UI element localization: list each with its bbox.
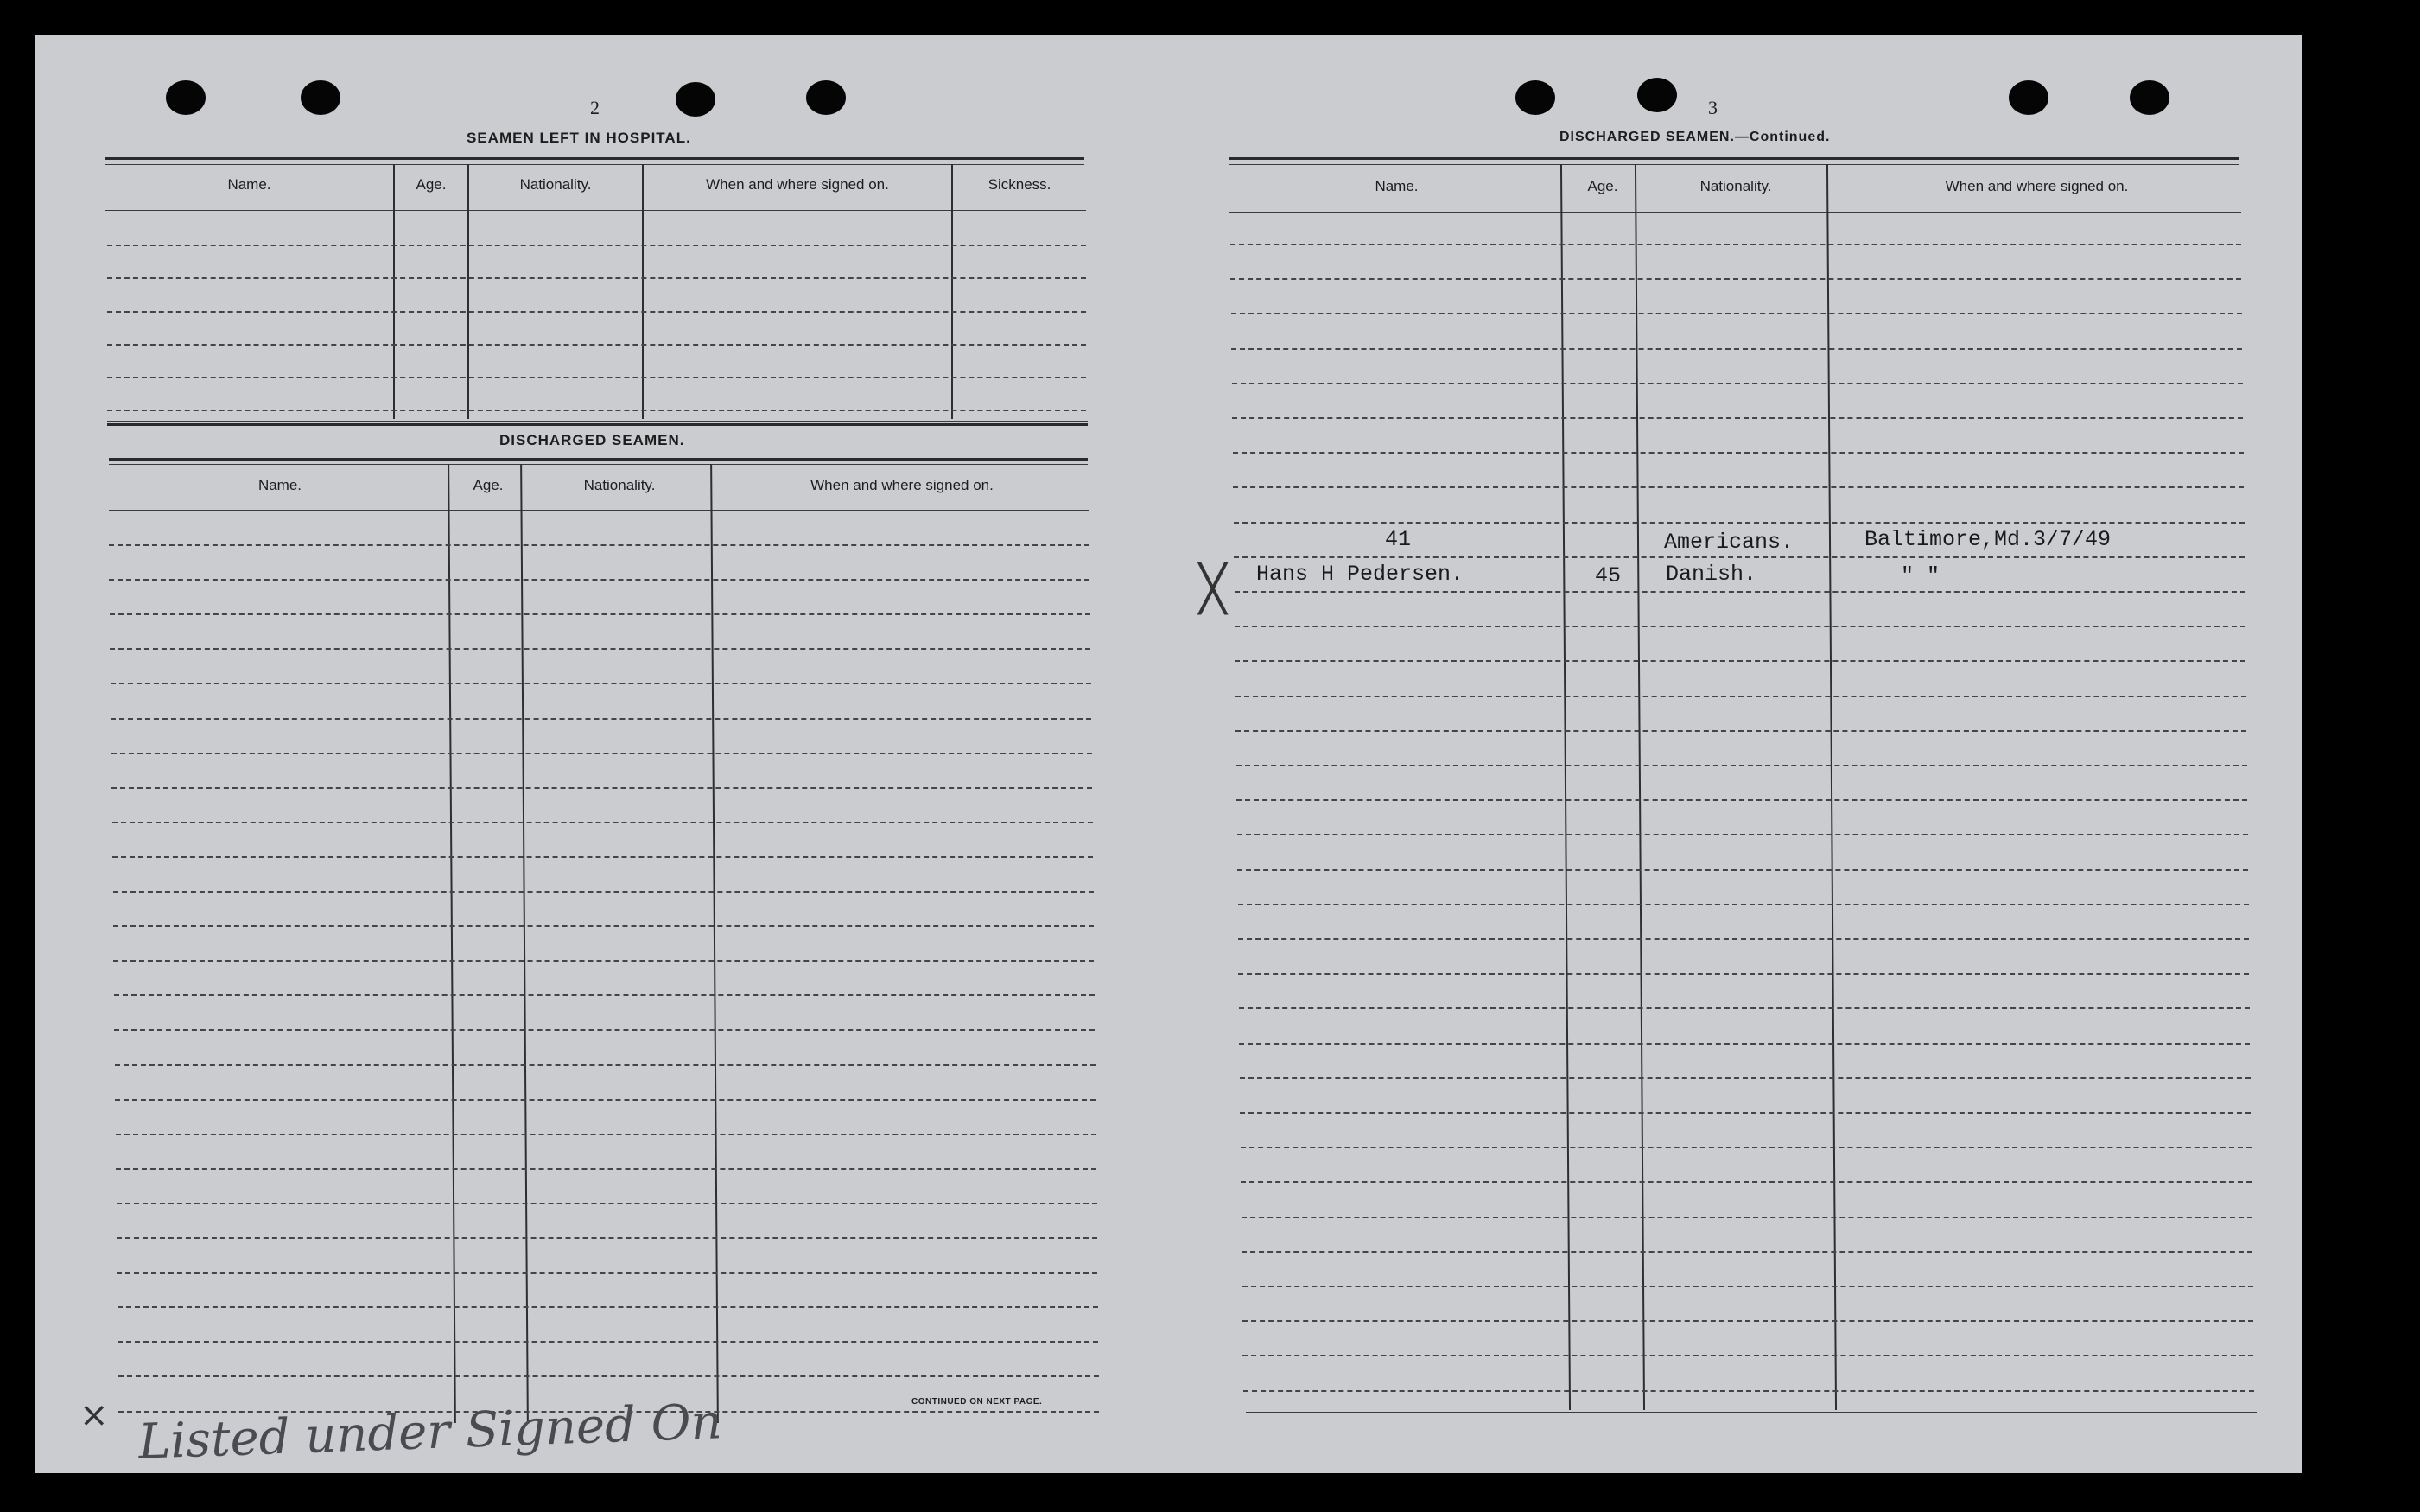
ruled-line: [112, 822, 1093, 823]
ruled-line: [1234, 556, 2245, 558]
ruled-line: [1234, 522, 2245, 524]
ruled-line: [1240, 1077, 2251, 1079]
ruled-line: [114, 994, 1095, 996]
note-x-mark: ×: [79, 1395, 109, 1435]
ruled-line: [1230, 244, 2241, 245]
manifest-sheet: [35, 35, 2302, 1473]
ruled-line: [110, 648, 1090, 650]
entry-2-check-mark: ╳: [1199, 563, 1227, 615]
ruled-line: [1242, 1320, 2253, 1322]
discharged-section-title: DISCHARGED SEAMEN.: [499, 432, 685, 448]
punch-hole: [301, 80, 340, 115]
ruled-line: [1243, 1390, 2254, 1392]
ruled-line: [1242, 1286, 2253, 1287]
ruled-line: [1232, 383, 2243, 384]
entry-2-nationality: Danish.: [1666, 562, 1757, 587]
ruled-line: [1241, 1147, 2252, 1148]
ruled-line: [113, 891, 1094, 893]
discharged-col-name: Name.: [257, 477, 302, 493]
ruled-line: [1241, 1181, 2252, 1183]
ruled-line: [115, 1064, 1096, 1066]
ruled-line: [111, 787, 1092, 789]
ruled-line: [117, 1272, 1097, 1274]
ruled-line: [1242, 1251, 2252, 1253]
ruled-line: [1235, 660, 2245, 662]
ruled-line: [118, 1341, 1098, 1343]
ruled-line: [1238, 938, 2249, 940]
punch-hole: [676, 82, 715, 117]
ruled-line: [1235, 696, 2246, 697]
ruled-line: [1235, 591, 2245, 593]
right-col-name: Name.: [1375, 178, 1419, 194]
ruled-line: [1238, 973, 2249, 975]
ruled-line: [1236, 799, 2247, 801]
punch-hole: [166, 80, 206, 115]
punch-hole: [2130, 80, 2169, 115]
ruled-line: [1236, 765, 2247, 766]
ruled-line: [1237, 869, 2248, 871]
ruled-line: [116, 1168, 1096, 1170]
entry-1-name: 41: [1385, 527, 1412, 552]
continued-note: CONTINUED ON NEXT PAGE.: [911, 1397, 1043, 1407]
hospital-col-signed-on: When and where signed on.: [706, 176, 889, 193]
entry-2-age: 45: [1595, 563, 1622, 588]
right-col-age: Age.: [1587, 178, 1618, 194]
ruled-line: [115, 1099, 1096, 1101]
ruled-line: [1235, 730, 2246, 732]
ruled-line: [110, 613, 1090, 615]
hospital-section-title: SEAMEN LEFT IN HOSPITAL.: [467, 130, 691, 146]
ruled-line: [118, 1306, 1098, 1308]
hospital-col-age: Age.: [416, 176, 447, 193]
entry-1-nationality: Americans.: [1664, 530, 1794, 555]
handwritten-note: Listed under Signed On: [137, 1394, 723, 1471]
punch-hole: [2009, 80, 2048, 115]
punch-hole: [806, 80, 846, 115]
ruled-line: [1231, 348, 2242, 350]
entry-2-signed-on: " ": [1901, 563, 1940, 588]
ruled-line: [1231, 313, 2242, 314]
ruled-line: [113, 960, 1094, 962]
ruled-line: [1242, 1217, 2252, 1218]
discharged-continued-title: DISCHARGED SEAMEN.—Continued.: [1559, 130, 1831, 144]
ruled-line: [1239, 1007, 2250, 1009]
ruled-line: [111, 718, 1091, 720]
punch-hole: [1515, 80, 1555, 115]
ruled-line: [109, 579, 1089, 581]
discharged-col-signed-on: When and where signed on.: [810, 477, 994, 493]
ruled-line: [114, 1029, 1095, 1031]
ruled-line: [1237, 834, 2248, 835]
ruled-line: [118, 1375, 1099, 1377]
hospital-col-name: Name.: [227, 176, 271, 193]
ruled-line: [1238, 904, 2249, 905]
page-number-left: 2: [590, 97, 600, 118]
discharged-col-age: Age.: [473, 477, 504, 493]
discharged-col-nationality: Nationality.: [583, 477, 656, 493]
entry-1-signed-on: Baltimore,Md.3/7/49: [1864, 527, 2112, 552]
right-col-signed-on: When and where signed on.: [1945, 178, 2129, 194]
ruled-line: [112, 856, 1093, 858]
ruled-line: [1233, 452, 2244, 454]
ruled-line: [109, 544, 1089, 546]
ruled-line: [111, 753, 1092, 754]
ruled-line: [116, 1134, 1096, 1135]
ruled-line: [1230, 278, 2241, 280]
ruled-line: [1242, 1355, 2253, 1356]
punch-hole: [1637, 78, 1677, 112]
ruled-line: [1239, 1043, 2250, 1045]
ruled-line: [1240, 1112, 2251, 1114]
ruled-line: [117, 1237, 1097, 1239]
ruled-line: [1233, 486, 2244, 488]
page-number-right: 3: [1708, 97, 1718, 118]
entry-2-name: Hans H Pedersen.: [1256, 562, 1464, 587]
hospital-col-sickness: Sickness.: [988, 176, 1051, 193]
ruled-line: [1232, 417, 2243, 419]
ruled-line: [117, 1203, 1097, 1204]
ruled-line: [113, 925, 1094, 927]
ruled-line: [111, 683, 1091, 684]
right-col-nationality: Nationality.: [1699, 178, 1772, 194]
hospital-col-nationality: Nationality.: [519, 176, 592, 193]
ruled-line: [1235, 626, 2245, 627]
